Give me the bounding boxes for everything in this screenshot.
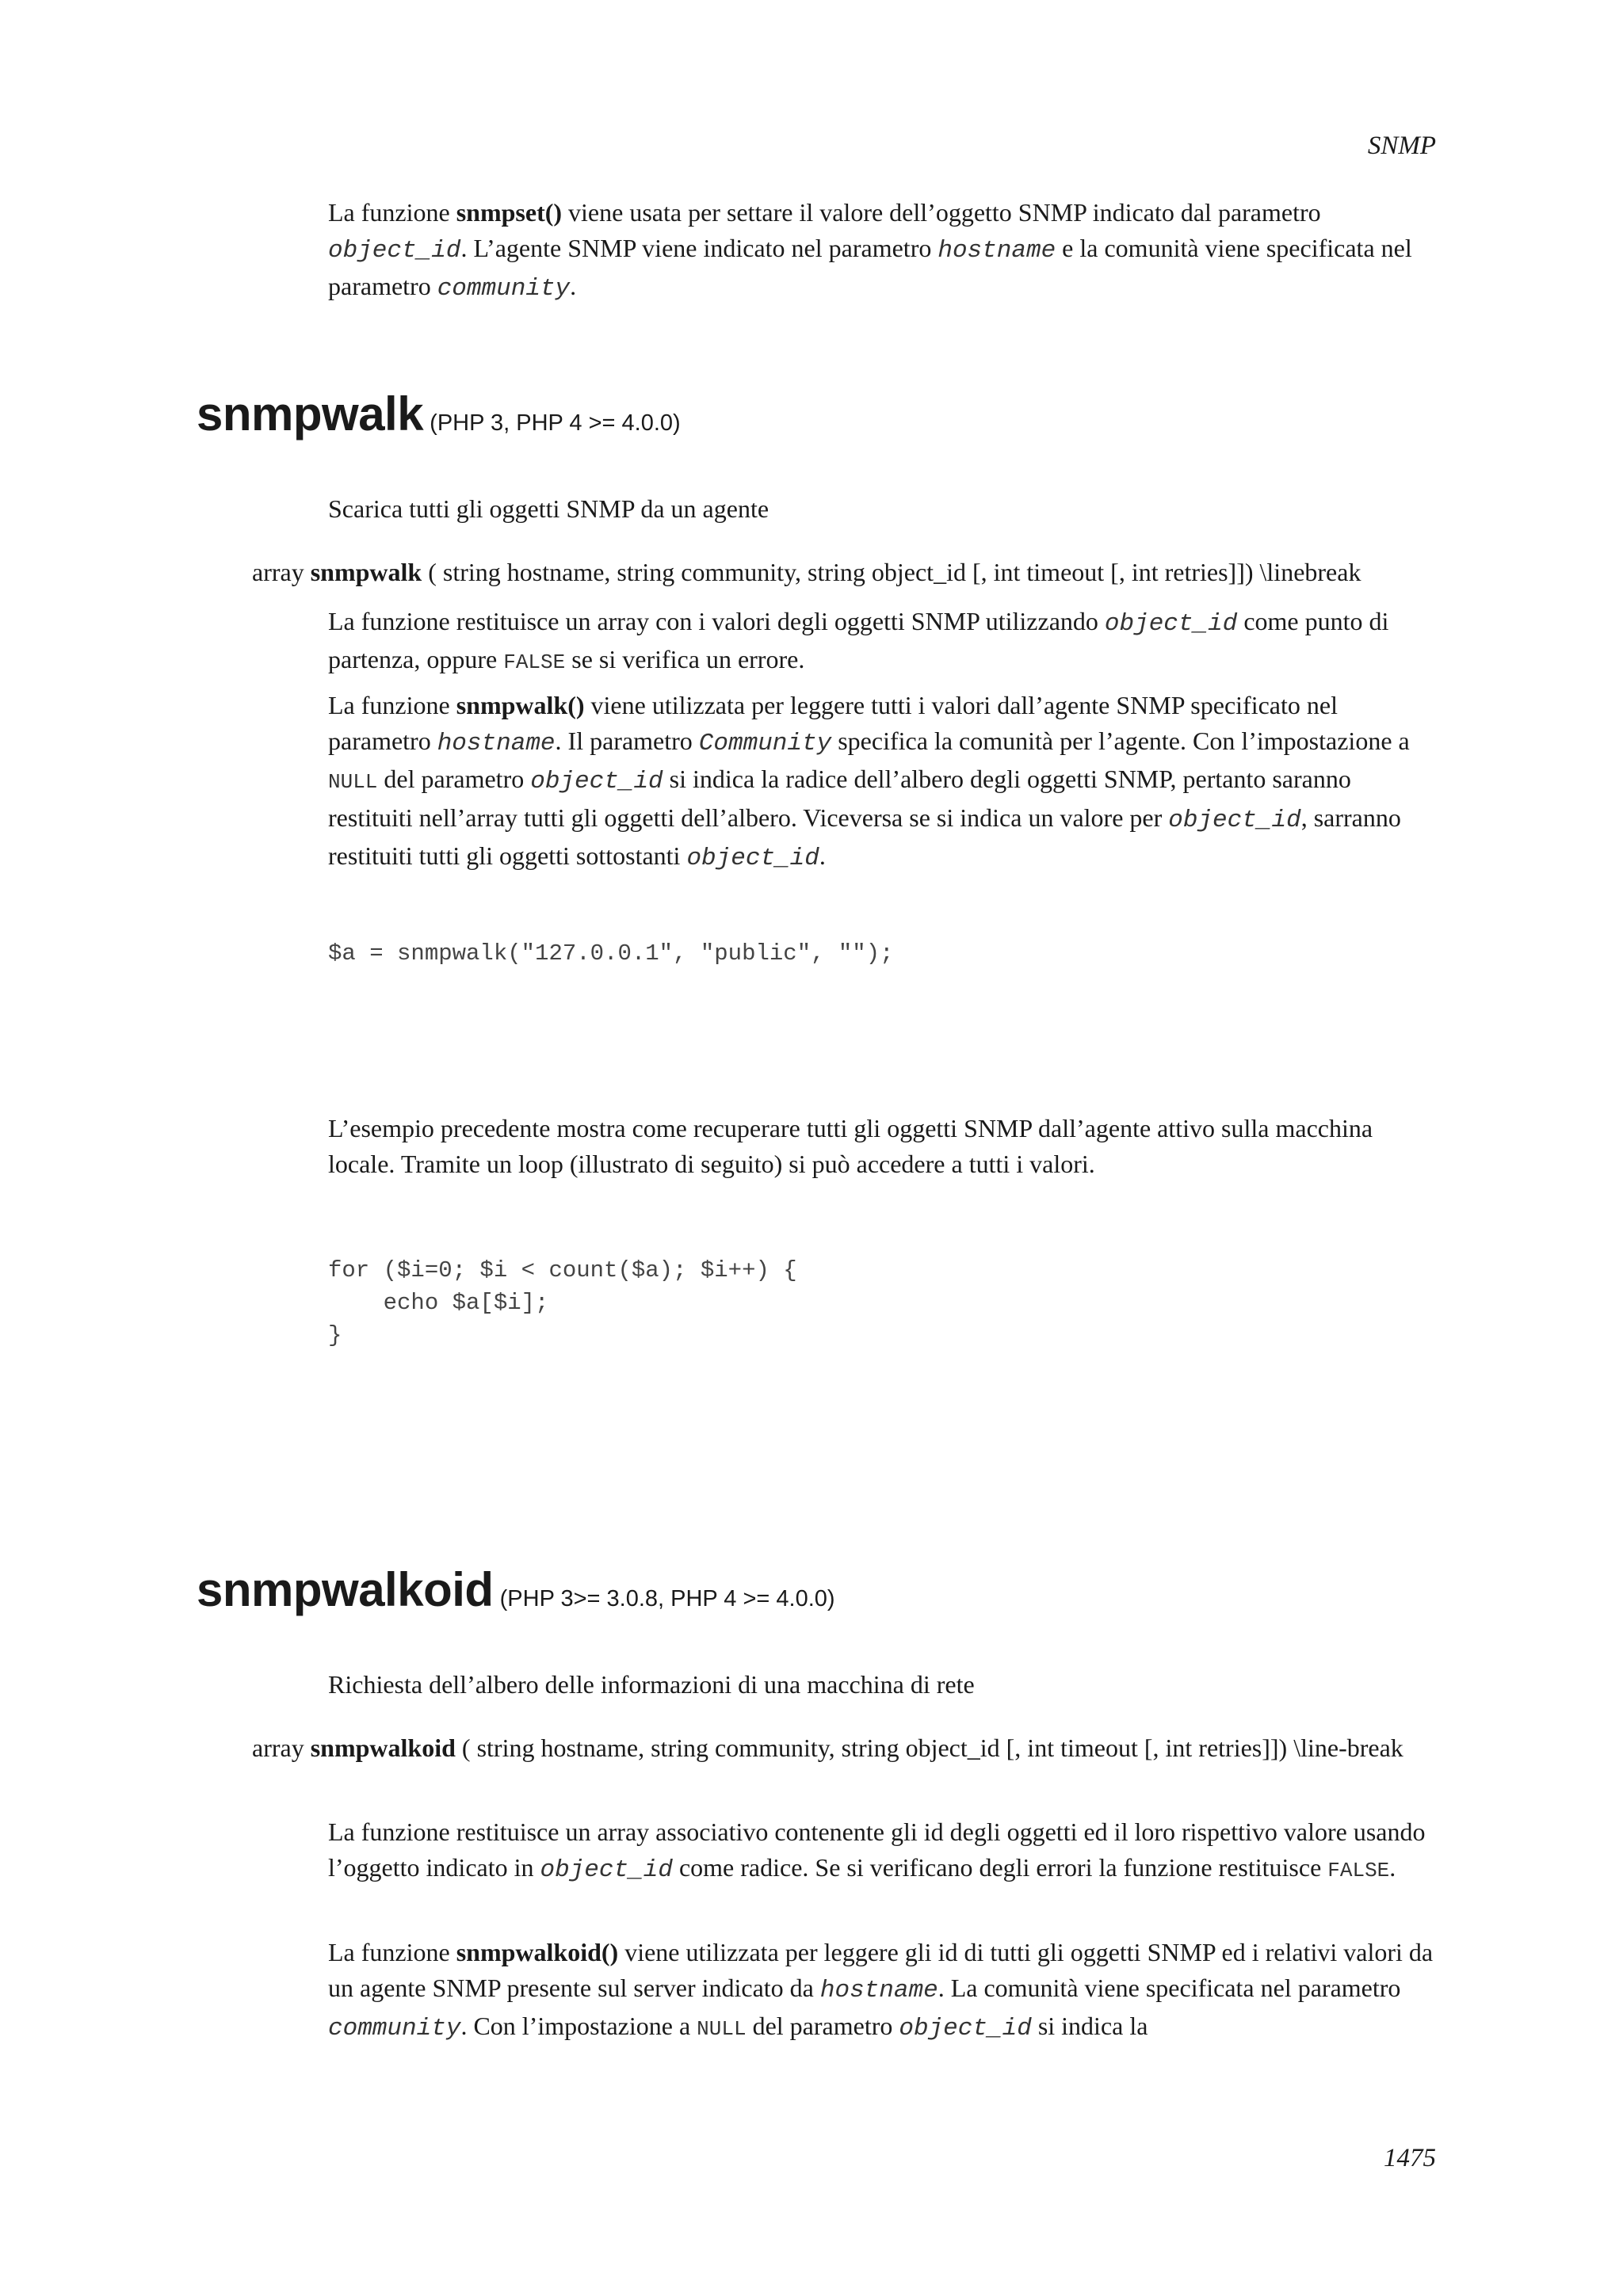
code-example-snmpwalk: $a = snmpwalk("127.0.0.1", "public", ""); [328,940,894,967]
text: . [819,841,826,870]
snmpwalk-usage-description [328,688,1438,876]
text: si indica la [1031,2012,1148,2040]
text: . Con l’impostazione a [460,2012,697,2040]
text: specifica la comunità per l’agente. Con l’impostazione a [831,727,1410,755]
text: e la comunità viene specificata nel parametro [328,234,1412,300]
arguments: ( string hostname, string community, string object_id [, int timeout [, int retries]]) \line-break [455,1733,1403,1762]
parameter: object_id [899,2015,1032,2042]
text: La funzione restituisce un array con i valori degli oggetti SNMP utilizzando [328,607,1105,635]
snmpwalkoid-purpose: Richiesta dell’albero delle informazioni di una macchina di rete [328,1670,975,1699]
constant: FALSE [1327,1859,1390,1882]
parameter: object_id [1104,610,1238,638]
function-name: snmpwalk() [456,691,585,719]
parameter: object_id [530,768,663,795]
text: La funzione [328,198,456,227]
snmpwalk-example-explanation: L’esempio precedente mostra come recuperare tutti gli oggetti SNMP dall’agente attivo sulla macchina locale. Tramite un loop (illustrato di seguito) si può accedere a tutti i valori. [328,1114,1373,1178]
text: del parametro [377,765,531,793]
function-name: snmpset() [456,198,563,227]
snmpset-description [328,195,1438,307]
parameter: hostname [938,237,1056,265]
parameter: hostname [819,1977,938,2004]
text: viene usata per settare il valore dell’oggetto SNMP indicato dal parametro [562,198,1321,227]
code-example-loop: for ($i=0; $i < count($a); $i++) { echo $a[$i]; } [328,1257,797,1348]
page-number: 1475 [1384,2144,1436,2172]
function-title: snmpwalk [197,387,424,441]
arguments: ( string hostname, string community, string object_id [, int timeout [, int retries]]) \linebreak [422,558,1361,586]
text: come radice. Se si verificano degli errori la funzione restituisce [672,1853,1328,1882]
text: La funzione restituisce un array associativo contenente gli id degli oggetti ed il loro rispettivo valore usando l’oggetto indicato in [328,1817,1426,1882]
function-title: snmpwalkoid [197,1563,494,1616]
parameter: community [437,275,571,303]
text: . Il parametro [555,727,699,755]
text: viene utilizzata per leggere tutti i valori dall’agente SNMP specificato nel parametro [328,691,1338,755]
snmpwalkoid-usage-description [328,1935,1438,2047]
version-info: (PHP 3>= 3.0.8, PHP 4 >= 4.0.0) [493,1586,835,1611]
text: . [570,272,577,300]
snmpwalk-synopsis [197,555,1438,590]
parameter: Community [698,730,832,757]
snmpwalk-return-description [328,604,1438,681]
text: si indica la radice dell’albero degli oggetti SNMP, pertanto saranno restituiti nell’array tutti gli oggetti dell’albero. Viceversa se si indica un valore per [328,765,1351,832]
text: La funzione [328,691,456,719]
text: . La comunità viene specificata nel parametro [938,1974,1401,2002]
return-type: array [252,558,311,586]
constant: NULL [697,2017,747,2041]
text: del parametro [746,2012,899,2040]
parameter: community [328,2015,461,2042]
text: viene utilizzata per leggere gli id di tutti gli oggetti SNMP ed i relativi valori da un agente SNMP presente sul server indicato da [328,1938,1434,2002]
function-name: snmpwalkoid [310,1733,456,1762]
snmpwalk-heading [197,387,681,451]
text: se si verifica un errore. [565,645,805,673]
constant: NULL [328,770,378,794]
text: , sarranno restituiti tutti gli oggetti sottostanti [328,803,1401,870]
text: . [1389,1853,1396,1882]
snmpwalkoid-return-description [328,1814,1438,1889]
function-name: snmpwalk [310,558,422,586]
constant: FALSE [503,650,566,674]
parameter: object_id [540,1856,673,1884]
snmpwalkoid-synopsis [197,1730,1438,1766]
parameter: object_id [686,845,819,872]
text: come punto di partenza, oppure [328,607,1389,673]
running-header: SNMP [1367,132,1436,160]
version-info: (PHP 3, PHP 4 >= 4.0.0) [423,410,681,436]
parameter: object_id [1168,807,1301,834]
function-name: snmpwalkoid() [456,1938,619,1966]
text: La funzione [328,1938,456,1966]
snmpwalk-purpose: Scarica tutti gli oggetti SNMP da un agente [328,494,769,523]
parameter: object_id [328,237,461,265]
snmpwalkoid-heading [197,1562,835,1627]
return-type: array [252,1733,311,1762]
parameter: hostname [437,730,556,757]
text: . L’agente SNMP viene indicato nel parametro [460,234,938,262]
